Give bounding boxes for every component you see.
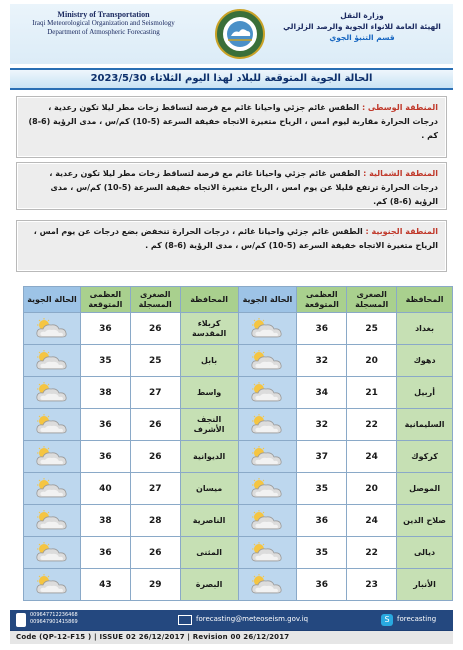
table-row — [24, 377, 453, 409]
page-title: الحالة الجوية المتوقعة للبلاد لهذا اليوم الثلاثاء 2023/5/30 — [90, 73, 373, 84]
ministry-name-en: Ministry of Transportation — [57, 10, 150, 19]
department-name-ar: قسم التنبؤ الجوي — [329, 33, 395, 42]
min-temp-cell: 28 — [130, 505, 180, 537]
partly-cloudy-icon — [32, 318, 72, 340]
city-cell: صلاح الدين — [397, 505, 453, 537]
organization-name-ar: الهيئة العامة للانواء الجوية والرصد الزلزالي — [283, 22, 441, 31]
table-row — [24, 409, 453, 441]
document-code-line: Code (QP-12-F15 ) | ISSUE 02 26/12/2017 | Revision 00 26/12/2017 — [10, 631, 453, 644]
weather-cell — [238, 505, 297, 537]
partly-cloudy-icon — [247, 510, 287, 532]
city-cell: النجف الأشرف — [180, 409, 238, 441]
phone-number: 009647901415869 — [30, 619, 78, 625]
document-footer — [10, 610, 453, 644]
city-cell: الموصل — [397, 473, 453, 505]
region-central-name: المنطقة الوسطى : — [361, 103, 438, 112]
city-cell: البصرة — [180, 569, 238, 601]
city-cell: الناصرية — [180, 505, 238, 537]
min-temp-cell: 22 — [347, 537, 397, 569]
phone-number: 009647712236468 — [30, 612, 78, 618]
weather-cell — [24, 313, 81, 345]
region-north — [16, 162, 447, 210]
partly-cloudy-icon — [247, 350, 287, 372]
meteorology-emblem-icon — [214, 8, 266, 60]
max-temp-cell: 36 — [80, 313, 130, 345]
city-cell: ميسان — [180, 473, 238, 505]
col-weather-left: الحالة الجوية — [24, 287, 81, 313]
forecast-table — [23, 286, 453, 601]
min-temp-cell: 26 — [130, 441, 180, 473]
region-south-name: المنطقة الجنوبية : — [365, 227, 438, 236]
weather-cell — [238, 537, 297, 569]
partly-cloudy-icon — [32, 350, 72, 372]
city-cell: دهوك — [397, 345, 453, 377]
table-row — [24, 441, 453, 473]
weather-cell — [24, 441, 81, 473]
max-temp-cell: 43 — [80, 569, 130, 601]
city-cell: بابل — [180, 345, 238, 377]
partly-cloudy-icon — [32, 446, 72, 468]
city-cell: بغداد — [397, 313, 453, 345]
phone-icon — [16, 613, 26, 627]
weather-cell — [24, 409, 81, 441]
min-temp-cell: 20 — [347, 473, 397, 505]
partly-cloudy-icon — [247, 446, 287, 468]
partly-cloudy-icon — [247, 318, 287, 340]
partly-cloudy-icon — [32, 478, 72, 500]
partly-cloudy-icon — [32, 382, 72, 404]
max-temp-cell: 35 — [80, 345, 130, 377]
ministry-name-ar: وزارة النقل — [340, 11, 384, 20]
weather-cell — [24, 569, 81, 601]
department-name-en: Department of Atmospheric Forecasting — [47, 28, 160, 36]
weather-cell — [238, 377, 297, 409]
city-cell: المثنى — [180, 537, 238, 569]
region-south-text: الطقس غائم جزئي واحيانا غائم ، درجات الحرارة تنخفض بضع درجات عن يوم امس ، الرياح متغيرة الاتجاه خفيفة السرعة (5-10) كم/س ، مدى الرؤية (6-8) كم . — [33, 227, 438, 250]
city-cell: السليمانية — [397, 409, 453, 441]
weather-cell — [24, 473, 81, 505]
min-temp-cell: 26 — [130, 313, 180, 345]
partly-cloudy-icon — [32, 574, 72, 596]
col-max-right: العظمى المتوقعة — [297, 287, 347, 313]
table-row — [24, 537, 453, 569]
partly-cloudy-icon — [247, 574, 287, 596]
contact-bar — [10, 610, 453, 630]
city-cell: أربيل — [397, 377, 453, 409]
col-city-left: المحافظة — [180, 287, 238, 313]
city-cell: واسط — [180, 377, 238, 409]
max-temp-cell: 35 — [297, 537, 347, 569]
min-temp-cell: 22 — [347, 409, 397, 441]
weather-cell — [24, 505, 81, 537]
skype-handle[interactable]: forecasting — [397, 615, 437, 623]
min-temp-cell: 25 — [130, 345, 180, 377]
city-cell: كربلاء المقدسة — [180, 313, 238, 345]
col-city-right: المحافظة — [397, 287, 453, 313]
max-temp-cell: 36 — [80, 537, 130, 569]
table-row — [24, 569, 453, 601]
col-weather-right: الحالة الجوية — [238, 287, 297, 313]
partly-cloudy-icon — [32, 510, 72, 532]
organization-name-en: Iraqi Meteorological Organization and Seismology — [32, 19, 175, 27]
title-bar — [10, 68, 453, 90]
min-temp-cell: 29 — [130, 569, 180, 601]
min-temp-cell: 24 — [347, 441, 397, 473]
partly-cloudy-icon — [247, 478, 287, 500]
partly-cloudy-icon — [32, 414, 72, 436]
weather-cell — [238, 409, 297, 441]
region-north-text: الطقس غائم جزئي واحيانا غائم مع فرصة لتساقط زخات مطر ليلا تكون رعدية ، درجات الحرارة ترتفع قليلا عن يوم امس ، الرياح متغيرة الاتجاه خفيفة السرعة (5-10) كم/س ، مدى الرؤية (6-8) كم. — [49, 169, 438, 206]
table-header-row — [24, 287, 453, 313]
partly-cloudy-icon — [247, 382, 287, 404]
col-max-left: العظمى المتوقعة — [80, 287, 130, 313]
region-central-text: الطقس غائم جزئي واحيانا غائم مع فرصة لتساقط زخات مطر ليلا تكون رعدية ، درجات الحرارة مقاربة ليوم امس ، الرياح متغيرة الاتجاه خفيفة السرعة (5-10) كم/س ، مدى الرؤية (6-8) كم . — [28, 103, 438, 140]
max-temp-cell: 36 — [80, 441, 130, 473]
min-temp-cell: 23 — [347, 569, 397, 601]
phone-numbers — [30, 612, 78, 626]
table-row — [24, 345, 453, 377]
max-temp-cell: 32 — [297, 409, 347, 441]
table-row — [24, 505, 453, 537]
city-cell: كركوك — [397, 441, 453, 473]
min-temp-cell: 24 — [347, 505, 397, 537]
weather-cell — [24, 537, 81, 569]
weather-cell — [238, 569, 297, 601]
header-english-block — [16, 10, 191, 37]
max-temp-cell: 36 — [297, 313, 347, 345]
header-arabic-block — [277, 10, 447, 43]
weather-cell — [238, 313, 297, 345]
min-temp-cell: 27 — [130, 377, 180, 409]
max-temp-cell: 36 — [297, 569, 347, 601]
weather-cell — [24, 377, 81, 409]
min-temp-cell: 26 — [130, 409, 180, 441]
min-temp-cell: 20 — [347, 345, 397, 377]
weather-cell — [238, 473, 297, 505]
max-temp-cell: 36 — [80, 409, 130, 441]
table-row — [24, 473, 453, 505]
weather-cell — [24, 345, 81, 377]
max-temp-cell: 32 — [297, 345, 347, 377]
max-temp-cell: 36 — [297, 505, 347, 537]
region-central — [16, 96, 447, 158]
city-cell: ديالى — [397, 537, 453, 569]
weather-cell — [238, 441, 297, 473]
table-row — [24, 313, 453, 345]
min-temp-cell: 25 — [347, 313, 397, 345]
weather-cell — [238, 345, 297, 377]
min-temp-cell: 27 — [130, 473, 180, 505]
forecast-document — [10, 4, 453, 644]
min-temp-cell: 21 — [347, 377, 397, 409]
document-header — [10, 4, 453, 64]
max-temp-cell: 37 — [297, 441, 347, 473]
email-icon — [178, 615, 192, 625]
city-cell: الديوانية — [180, 441, 238, 473]
max-temp-cell: 38 — [80, 377, 130, 409]
partly-cloudy-icon — [32, 542, 72, 564]
partly-cloudy-icon — [247, 414, 287, 436]
col-min-left: الصغرى المسجلة — [130, 287, 180, 313]
region-north-name: المنطقة الشمالية : — [363, 169, 438, 178]
partly-cloudy-icon — [247, 542, 287, 564]
max-temp-cell: 35 — [297, 473, 347, 505]
max-temp-cell: 40 — [80, 473, 130, 505]
region-south — [16, 220, 447, 272]
col-min-right: الصغرى المسجلة — [347, 287, 397, 313]
max-temp-cell: 34 — [297, 377, 347, 409]
skype-icon: S — [381, 614, 393, 626]
min-temp-cell: 26 — [130, 537, 180, 569]
max-temp-cell: 38 — [80, 505, 130, 537]
email-address[interactable]: forecasting@meteoseism.gov.iq — [196, 615, 309, 623]
city-cell: الأنبار — [397, 569, 453, 601]
